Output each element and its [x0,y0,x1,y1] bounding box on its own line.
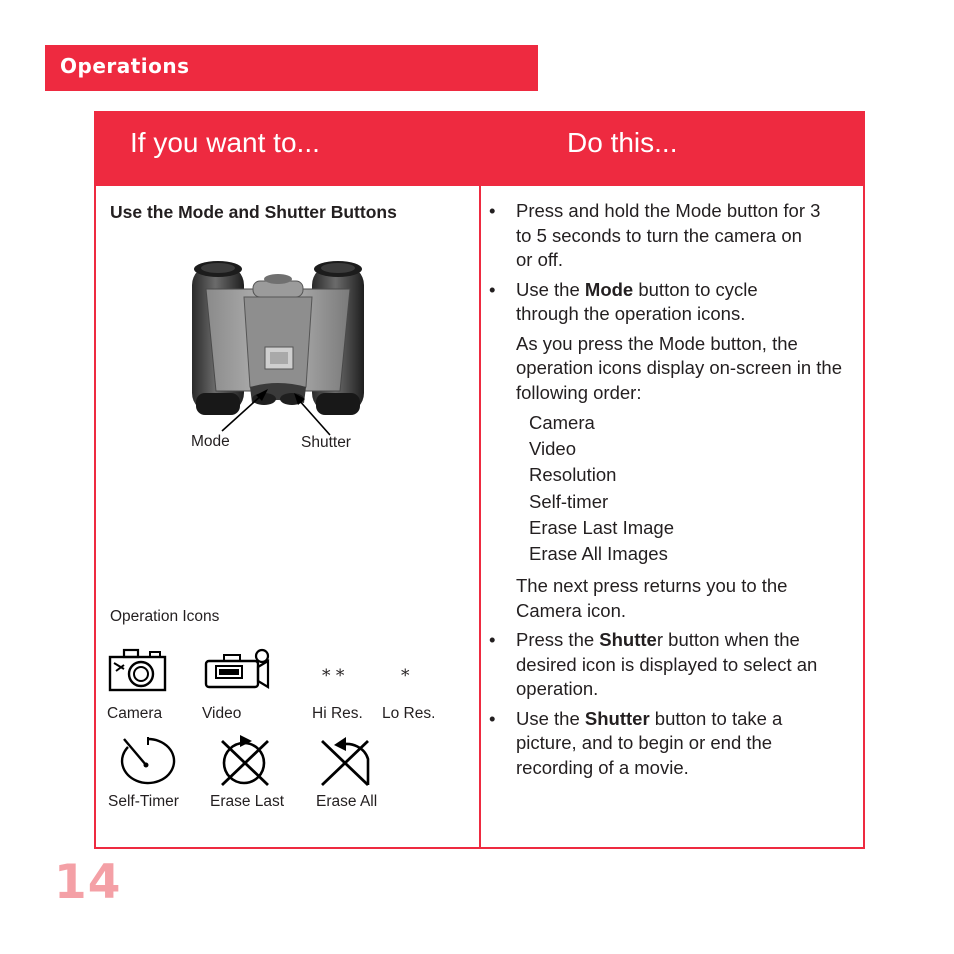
mode-button-name: Mode [584,278,634,300]
operation-icons-title: Operation Icons [110,608,220,625]
instruction-table [94,111,865,849]
shutter-callout-label: Shutter [301,434,351,451]
instruction-text: button to cycle through the operation icons. [516,278,758,324]
erase-all-icon-label: Erase All [316,793,378,810]
order-item-erase-last: Erase Last Image [529,516,674,538]
left-column-heading: Use the Mode and Shutter Buttons [110,202,397,222]
bullet-marker: • [489,629,496,651]
order-item-self-timer: Self-timer [529,490,609,512]
header-do-this: Do this... [481,113,863,186]
instructions-column [481,199,863,785]
order-item-camera: Camera [529,412,595,433]
self-timer-icon-label: Self-Timer [108,793,179,810]
self-timer-icon [122,737,174,783]
instruction-text: Use the [516,707,585,729]
icon-order-list [481,410,863,567]
section-header-bar [45,45,538,91]
hi-res-icon: * * [322,666,345,686]
erase-last-icon-label: Erase Last [210,793,285,810]
lo-res-icon: * [401,666,410,686]
camera-binoculars-illustration [190,259,366,419]
mode-callout-arrow [218,387,272,435]
section-title: Operations [60,54,190,78]
instruction-text: r button when the desired icon is displayed to select an operation. [516,629,818,700]
bullet-marker: • [489,707,496,729]
instruction-bullet-mode [481,278,821,327]
instruction-bullet-select [481,628,821,702]
instruction-bullet-power [481,199,821,273]
order-item-resolution: Resolution [529,464,617,486]
instruction-text: Use the [516,278,585,300]
video-icon-label: Video [202,705,242,722]
page-number: 14 [54,855,122,910]
shutter-button-name: Shutte [599,629,657,651]
shutter-callout-arrow [292,391,338,439]
hi-res-icon-label: Hi Res. [312,705,363,722]
erase-all-icon [322,737,368,785]
erase-last-icon [222,735,268,785]
instruction-text: Press the [516,629,600,651]
instruction-text: Press and hold the Mode button for 3 to 5 seconds to turn the camera on or off. [516,200,821,270]
camera-icon-label: Camera [107,705,163,722]
lo-res-icon-label: Lo Res. [382,705,436,722]
mode-callout-label: Mode [191,433,230,450]
bullet-marker: • [489,278,496,300]
instruction-bullet-shutter [481,707,821,781]
next-press-paragraph: The next press returns you to the Camera icon. [516,575,788,621]
bullet-marker: • [489,200,496,221]
order-item-video: Video [529,438,576,460]
instruction-text: button to take a picture, and to begin or end the recording of a movie. [516,707,783,778]
shutter-button-name: Shutter [584,707,650,729]
camera-icon [108,647,168,693]
video-camera-icon [206,650,268,687]
header-if-you-want-to: If you want to... [96,113,479,186]
order-item-erase-all: Erase All Images [529,543,668,565]
order-intro-paragraph: As you press the Mode button, the operation icons display on-screen in the following order: [516,332,842,403]
